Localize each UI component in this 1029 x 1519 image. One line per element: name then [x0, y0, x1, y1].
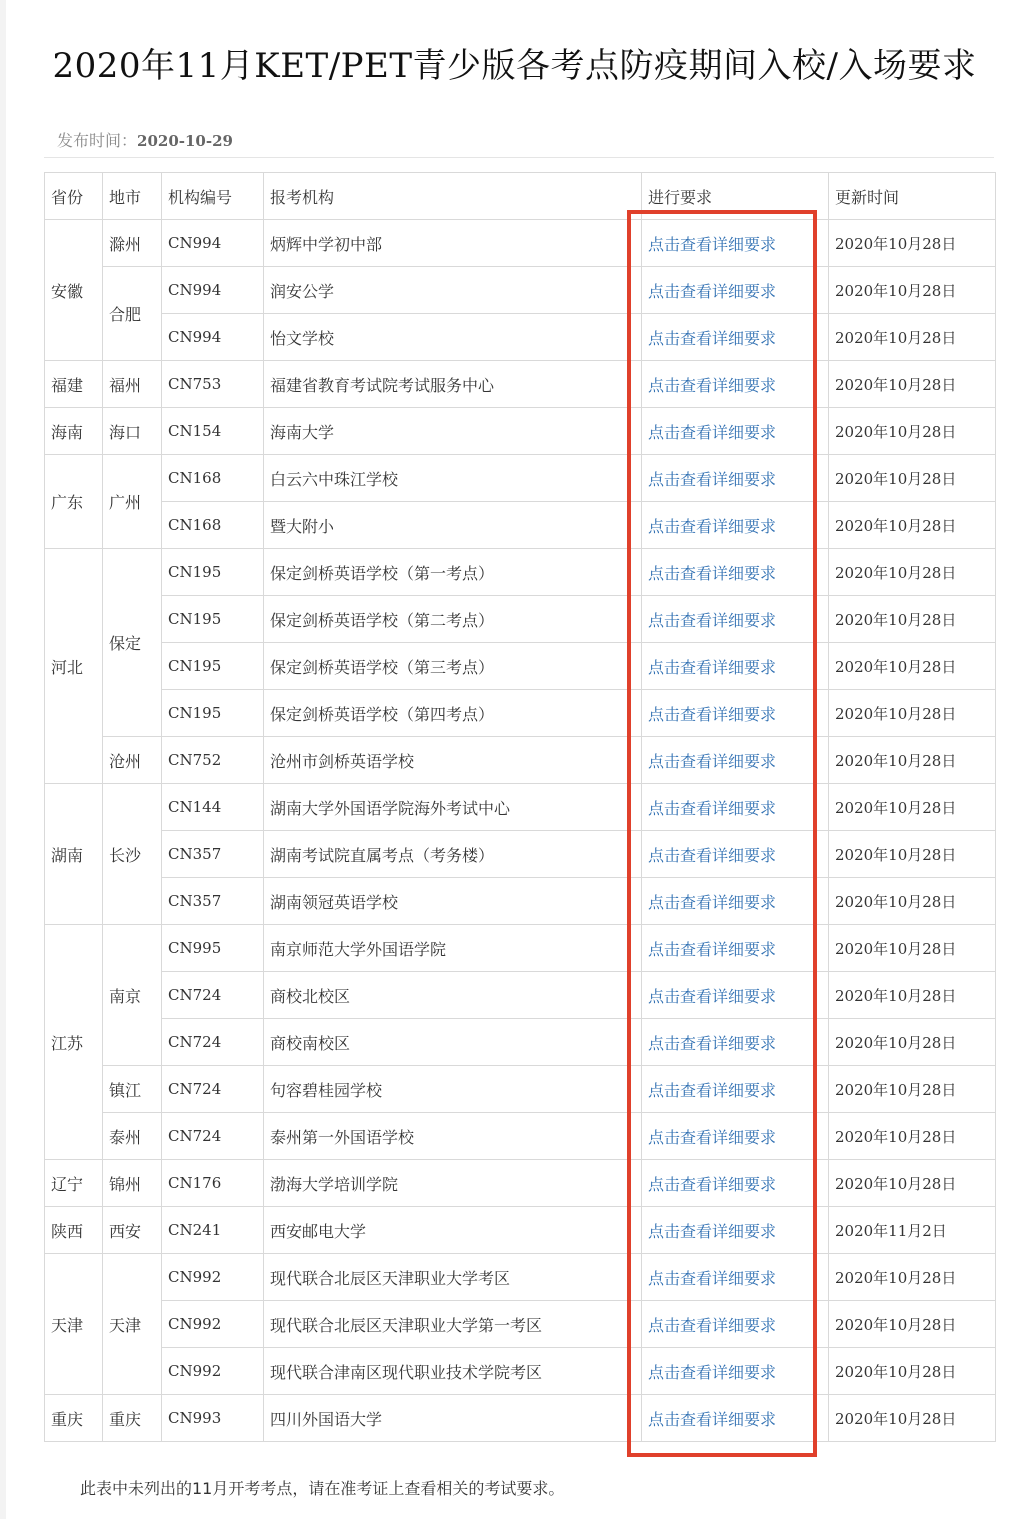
- cell-org: 福建省教育考试院考试服务中心: [264, 361, 642, 408]
- table-row: [45, 925, 996, 972]
- requirement-link[interactable]: 点击查看详细要求: [642, 878, 829, 925]
- header-requirement: 进行要求: [642, 173, 829, 220]
- cell-org: 句容碧桂园学校: [264, 1066, 642, 1113]
- cell-code: CN993: [162, 1395, 264, 1442]
- cell-province: 江苏: [45, 925, 103, 1160]
- cell-updated: 2020年10月28日: [829, 1066, 996, 1113]
- cell-org: 保定剑桥英语学校（第二考点）: [264, 596, 642, 643]
- requirement-link[interactable]: 点击查看详细要求: [642, 972, 829, 1019]
- cell-org: 西安邮电大学: [264, 1207, 642, 1254]
- cell-code: CN753: [162, 361, 264, 408]
- requirement-link[interactable]: 点击查看详细要求: [642, 314, 829, 361]
- table-row: [45, 878, 996, 925]
- table-row: [45, 1395, 996, 1442]
- cell-updated: 2020年10月28日: [829, 878, 996, 925]
- table-row: [45, 737, 996, 784]
- cell-org: 湖南领冠英语学校: [264, 878, 642, 925]
- cell-city: 重庆: [103, 1395, 162, 1442]
- requirement-link[interactable]: 点击查看详细要求: [642, 784, 829, 831]
- cell-city: 海口: [103, 408, 162, 455]
- cell-city: 保定: [103, 549, 162, 737]
- table-row: [45, 596, 996, 643]
- cell-city: 西安: [103, 1207, 162, 1254]
- cell-code: CN994: [162, 314, 264, 361]
- cell-city: 滁州: [103, 220, 162, 267]
- cell-code: CN241: [162, 1207, 264, 1254]
- cell-code: CN176: [162, 1160, 264, 1207]
- cell-province: 天津: [45, 1254, 103, 1395]
- cell-updated: 2020年10月28日: [829, 1348, 996, 1395]
- cell-province: 广东: [45, 455, 103, 549]
- cell-city: 锦州: [103, 1160, 162, 1207]
- requirement-link[interactable]: 点击查看详细要求: [642, 267, 829, 314]
- table-row: [45, 690, 996, 737]
- cell-org: 商校南校区: [264, 1019, 642, 1066]
- cell-province: 福建: [45, 361, 103, 408]
- cell-code: CN994: [162, 220, 264, 267]
- requirement-link[interactable]: 点击查看详细要求: [642, 1348, 829, 1395]
- header-org: 报考机构: [264, 173, 642, 220]
- requirement-link[interactable]: 点击查看详细要求: [642, 408, 829, 455]
- cell-province: 辽宁: [45, 1160, 103, 1207]
- cell-org: 渤海大学培训学院: [264, 1160, 642, 1207]
- table-row: [45, 643, 996, 690]
- publish-date: 2020-10-29: [137, 132, 233, 150]
- cell-org: 保定剑桥英语学校（第四考点）: [264, 690, 642, 737]
- cell-updated: 2020年10月28日: [829, 1019, 996, 1066]
- requirement-link[interactable]: 点击查看详细要求: [642, 1254, 829, 1301]
- cell-code: CN994: [162, 267, 264, 314]
- cell-city: 合肥: [103, 267, 162, 361]
- cell-code: CN357: [162, 831, 264, 878]
- cell-updated: 2020年10月28日: [829, 549, 996, 596]
- header-code: 机构编号: [162, 173, 264, 220]
- cell-code: CN724: [162, 1113, 264, 1160]
- header-province: 省份: [45, 173, 103, 220]
- cell-code: CN992: [162, 1301, 264, 1348]
- table-row: [45, 831, 996, 878]
- cell-city: 镇江: [103, 1066, 162, 1113]
- cell-province: 河北: [45, 549, 103, 784]
- cell-updated: 2020年10月28日: [829, 690, 996, 737]
- cell-updated: 2020年10月28日: [829, 737, 996, 784]
- requirement-link[interactable]: 点击查看详细要求: [642, 1207, 829, 1254]
- cell-code: CN357: [162, 878, 264, 925]
- table-row: [45, 1160, 996, 1207]
- publish-info: [57, 128, 233, 151]
- cell-code: CN154: [162, 408, 264, 455]
- requirement-link[interactable]: 点击查看详细要求: [642, 455, 829, 502]
- cell-city: 天津: [103, 1254, 162, 1395]
- cell-org: 泰州第一外国语学校: [264, 1113, 642, 1160]
- table-row: [45, 1301, 996, 1348]
- cell-org: 现代联合北辰区天津职业大学考区: [264, 1254, 642, 1301]
- cell-org: 润安公学: [264, 267, 642, 314]
- table-row: [45, 314, 996, 361]
- cell-org: 暨大附小: [264, 502, 642, 549]
- cell-code: CN168: [162, 455, 264, 502]
- table-row: [45, 408, 996, 455]
- cell-province: 陕西: [45, 1207, 103, 1254]
- cell-updated: 2020年10月28日: [829, 972, 996, 1019]
- table-row: [45, 784, 996, 831]
- cell-code: CN724: [162, 972, 264, 1019]
- cell-province: 湖南: [45, 784, 103, 925]
- header-city: 地市: [103, 173, 162, 220]
- cell-updated: 2020年10月28日: [829, 361, 996, 408]
- requirement-link[interactable]: 点击查看详细要求: [642, 549, 829, 596]
- table-row: [45, 1113, 996, 1160]
- cell-code: CN992: [162, 1254, 264, 1301]
- cell-updated: 2020年10月28日: [829, 502, 996, 549]
- cell-updated: 2020年10月28日: [829, 220, 996, 267]
- cell-updated: 2020年10月28日: [829, 1395, 996, 1442]
- requirement-link[interactable]: 点击查看详细要求: [642, 1066, 829, 1113]
- table-row: [45, 361, 996, 408]
- cell-org: 炳辉中学初中部: [264, 220, 642, 267]
- cell-org: 商校北校区: [264, 972, 642, 1019]
- cell-org: 白云六中珠江学校: [264, 455, 642, 502]
- requirement-link[interactable]: 点击查看详细要求: [642, 643, 829, 690]
- cell-org: 保定剑桥英语学校（第一考点）: [264, 549, 642, 596]
- cell-city: 广州: [103, 455, 162, 549]
- requirement-link[interactable]: 点击查看详细要求: [642, 925, 829, 972]
- table-header-row: [45, 173, 996, 220]
- cell-code: CN724: [162, 1066, 264, 1113]
- table-row: [45, 455, 996, 502]
- cell-city: 长沙: [103, 784, 162, 925]
- header-updated: 更新时间: [829, 173, 996, 220]
- cell-code: CN992: [162, 1348, 264, 1395]
- table-row: [45, 220, 996, 267]
- cell-org: 湖南考试院直属考点（考务楼）: [264, 831, 642, 878]
- cell-province: 安徽: [45, 220, 103, 361]
- footnote: 此表中未列出的11月开考考点，请在准考证上查看相关的考试要求。: [80, 1479, 565, 1498]
- requirement-link[interactable]: 点击查看详细要求: [642, 361, 829, 408]
- requirement-link[interactable]: 点击查看详细要求: [642, 1113, 829, 1160]
- table-row: [45, 1019, 996, 1066]
- cell-city: 泰州: [103, 1113, 162, 1160]
- cell-org: 湖南大学外国语学院海外考试中心: [264, 784, 642, 831]
- cell-code: CN195: [162, 690, 264, 737]
- table-row: [45, 1207, 996, 1254]
- requirement-link[interactable]: 点击查看详细要求: [642, 1019, 829, 1066]
- cell-org: 沧州市剑桥英语学校: [264, 737, 642, 784]
- cell-updated: 2020年10月28日: [829, 1160, 996, 1207]
- cell-city: 南京: [103, 925, 162, 1066]
- cell-city: 福州: [103, 361, 162, 408]
- requirement-link[interactable]: 点击查看详细要求: [642, 220, 829, 267]
- requirement-link[interactable]: 点击查看详细要求: [642, 1301, 829, 1348]
- cell-org: 现代联合津南区现代职业技术学院考区: [264, 1348, 642, 1395]
- cell-org: 现代联合北辰区天津职业大学第一考区: [264, 1301, 642, 1348]
- cell-org: 保定剑桥英语学校（第三考点）: [264, 643, 642, 690]
- table-row: [45, 1066, 996, 1113]
- page-title: 2020年11月KET/PET青少版各考点防疫期间入校/入场要求: [52, 46, 977, 86]
- cell-code: CN995: [162, 925, 264, 972]
- cell-updated: 2020年10月28日: [829, 596, 996, 643]
- table-row: [45, 549, 996, 596]
- cell-code: CN168: [162, 502, 264, 549]
- cell-org: 海南大学: [264, 408, 642, 455]
- cell-updated: 2020年10月28日: [829, 1301, 996, 1348]
- cell-code: CN195: [162, 596, 264, 643]
- exam-site-table: [44, 172, 996, 1442]
- cell-updated: 2020年10月28日: [829, 408, 996, 455]
- cell-updated: 2020年11月2日: [829, 1207, 996, 1254]
- requirement-link[interactable]: 点击查看详细要求: [642, 596, 829, 643]
- cell-updated: 2020年10月28日: [829, 455, 996, 502]
- requirement-link[interactable]: 点击查看详细要求: [642, 1395, 829, 1442]
- cell-code: CN724: [162, 1019, 264, 1066]
- cell-updated: 2020年10月28日: [829, 643, 996, 690]
- cell-org: 四川外国语大学: [264, 1395, 642, 1442]
- divider: [44, 157, 994, 158]
- cell-updated: 2020年10月28日: [829, 314, 996, 361]
- cell-org: 南京师范大学外国语学院: [264, 925, 642, 972]
- cell-updated: 2020年10月28日: [829, 1113, 996, 1160]
- cell-city: 沧州: [103, 737, 162, 784]
- requirement-link[interactable]: 点击查看详细要求: [642, 737, 829, 784]
- table-row: [45, 1254, 996, 1301]
- cell-province: 海南: [45, 408, 103, 455]
- cell-code: CN144: [162, 784, 264, 831]
- cell-org: 怡文学校: [264, 314, 642, 361]
- cell-updated: 2020年10月28日: [829, 784, 996, 831]
- requirement-link[interactable]: 点击查看详细要求: [642, 690, 829, 737]
- table-row: [45, 972, 996, 1019]
- table-row: [45, 502, 996, 549]
- requirement-link[interactable]: 点击查看详细要求: [642, 831, 829, 878]
- page-edge: [0, 0, 6, 1519]
- cell-updated: 2020年10月28日: [829, 1254, 996, 1301]
- requirement-link[interactable]: 点击查看详细要求: [642, 1160, 829, 1207]
- cell-updated: 2020年10月28日: [829, 831, 996, 878]
- table-row: [45, 267, 996, 314]
- table-row: [45, 1348, 996, 1395]
- requirement-link[interactable]: 点击查看详细要求: [642, 502, 829, 549]
- publish-label: 发布时间：: [57, 131, 138, 150]
- cell-code: CN195: [162, 549, 264, 596]
- cell-code: CN752: [162, 737, 264, 784]
- cell-updated: 2020年10月28日: [829, 267, 996, 314]
- cell-province: 重庆: [45, 1395, 103, 1442]
- cell-updated: 2020年10月28日: [829, 925, 996, 972]
- cell-code: CN195: [162, 643, 264, 690]
